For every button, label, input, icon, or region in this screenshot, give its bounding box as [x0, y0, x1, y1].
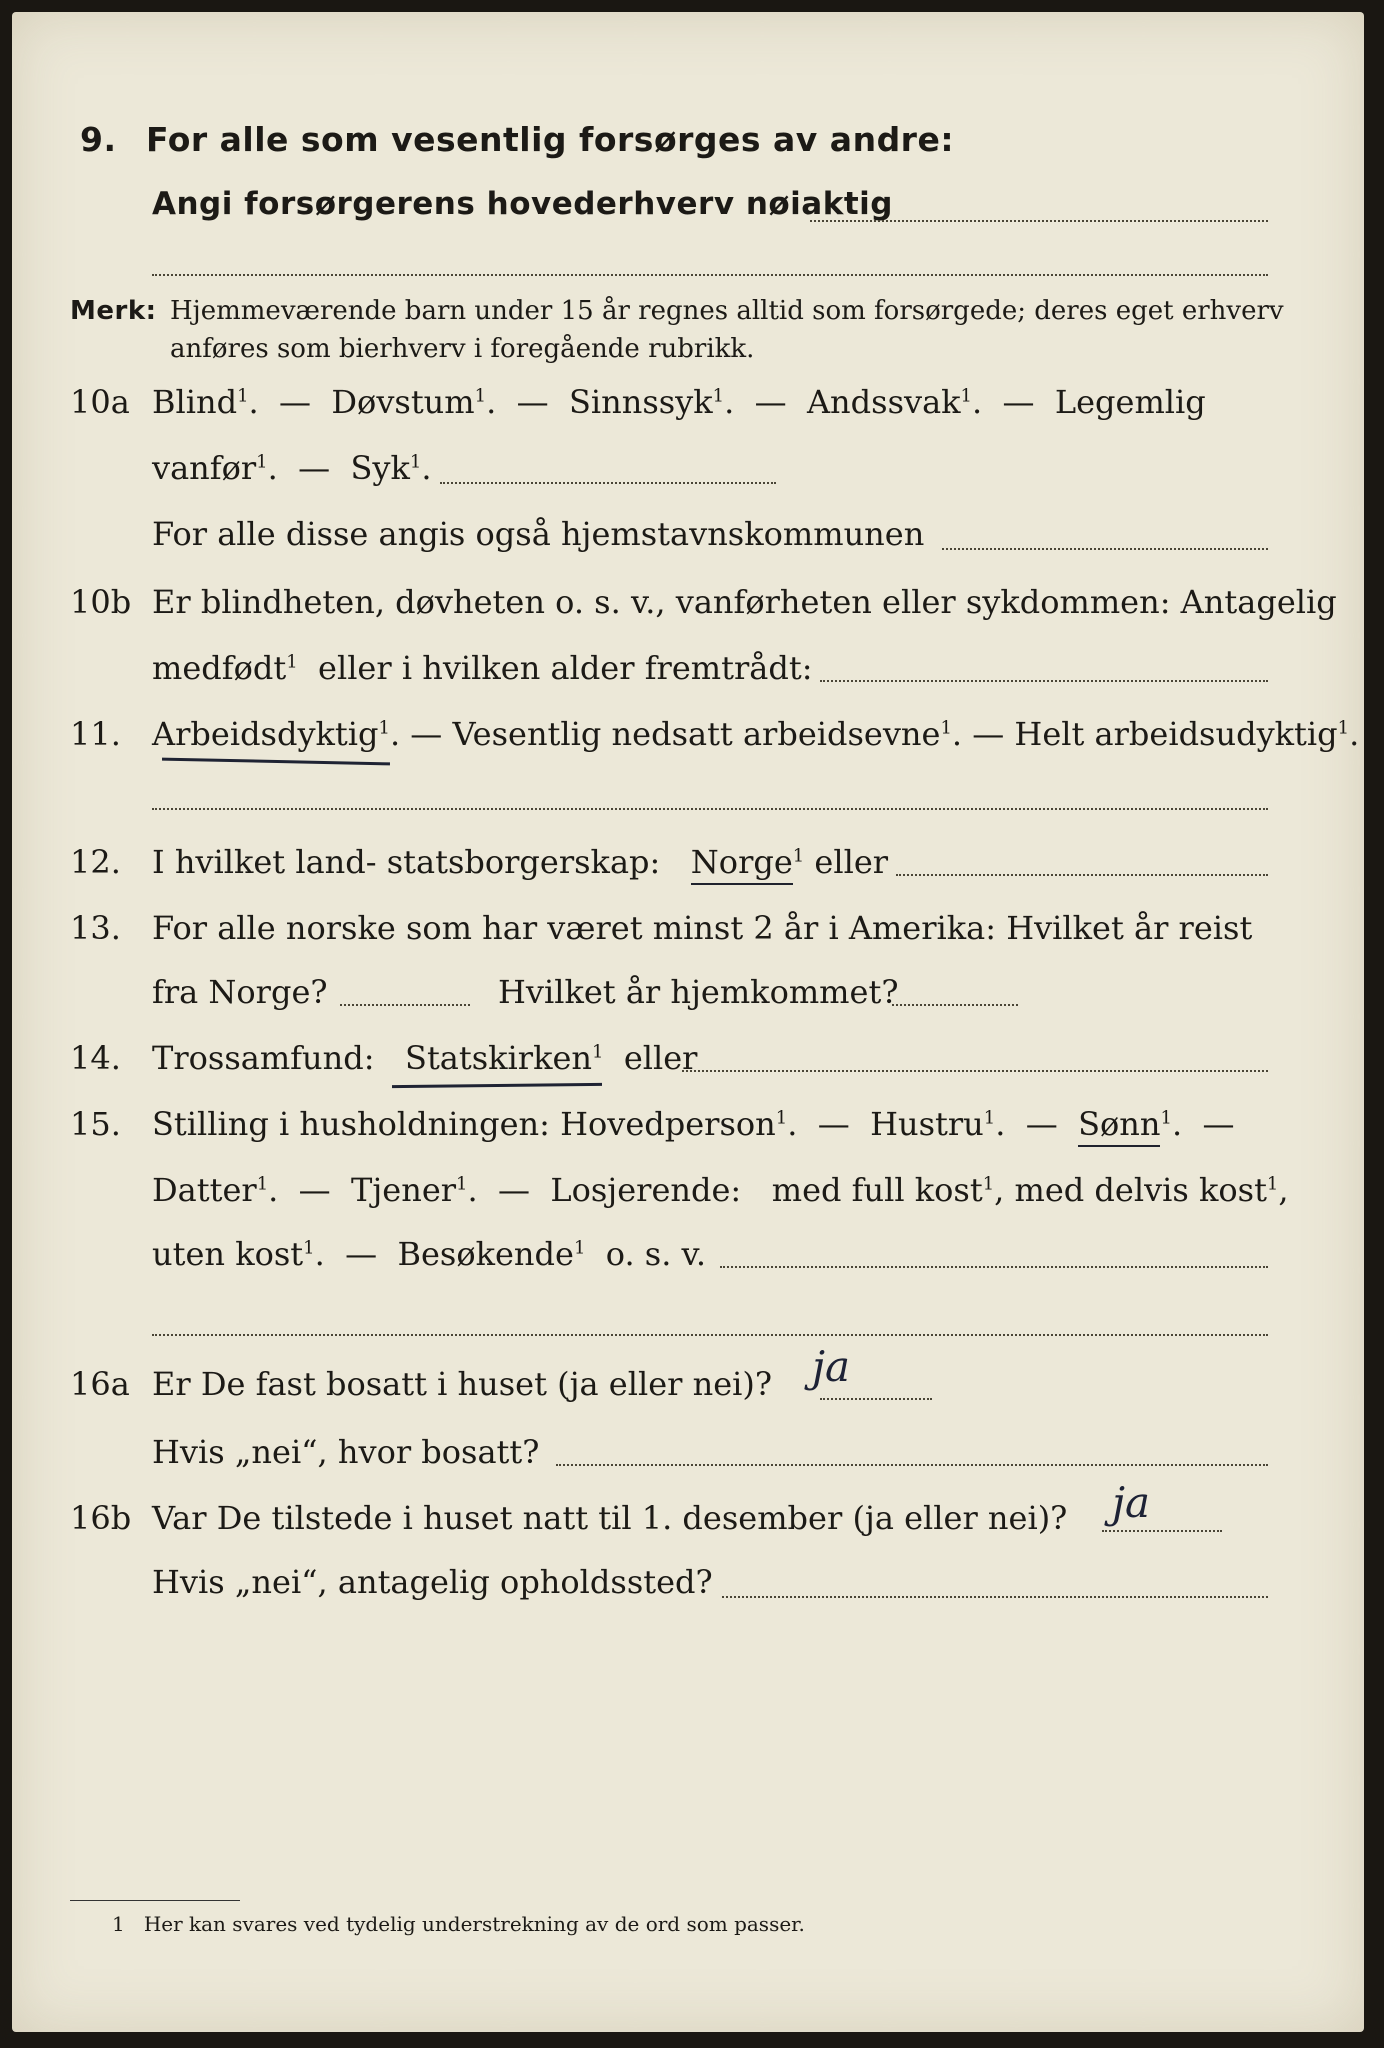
q10b-alder: eller i hvilken alder fremtrådt: [318, 649, 813, 687]
q9-number: 9. [80, 120, 117, 159]
q10a-syk-line [440, 482, 776, 484]
census-form-page [12, 12, 1364, 2032]
q10a-options-2: vanfør$^1$. — Syk$^1$. [152, 449, 432, 487]
opt-hovedperson: Stilling i husholdningen: Hovedperson [152, 1105, 776, 1143]
q15-text-1: Stilling i husholdningen: Hovedperson$^1$. — Hustru$^1$. — Sønn$^1$. — [152, 1104, 1234, 1144]
q14-number: 14. [70, 1039, 121, 1077]
q10b-text-1: Er blindheten, døvheten o. s. v., vanførheten eller sykdommen: Antagelig [152, 583, 1337, 621]
q10a-hjemstavn: For alle disse angis også hjemstavnskommunen [152, 515, 925, 553]
opt-andssvak: Andssvak [806, 383, 961, 421]
footnote-rule [70, 1900, 240, 1901]
footnote-mark: 1 [112, 1912, 125, 1936]
q16a-text-1: Er De fast bosatt i huset (ja eller nei)? [152, 1365, 773, 1403]
q9-title: For alle som vesentlig forsørges av andre: [146, 120, 955, 159]
opt-datter: Datter [152, 1171, 257, 1209]
q14-label: Trossamfund: [152, 1039, 375, 1077]
opt-hustru: Hustru [870, 1105, 984, 1143]
footnote-text: Her kan svares ved tydelig understrekning av de ord som passer. [143, 1912, 805, 1936]
q16a-handwritten-answer: ja [812, 1342, 851, 1391]
q16b-handwritten-answer: ja [1112, 1478, 1151, 1527]
q11-number: 11. [70, 715, 121, 753]
q14-text: Trossamfund: Statskirken$^1$ eller [152, 1039, 698, 1077]
q9-answer-line-2 [152, 274, 1268, 276]
q16a-text-2: Hvis „nei“, hvor bosatt? [152, 1433, 540, 1471]
opt-nedsatt: Vesentlig nedsatt arbeidsevne [452, 715, 941, 753]
q16a-number: 16a [70, 1365, 130, 1403]
opt-besokende: Besøkende [397, 1235, 574, 1273]
opt-arbeidsudyktig: Helt arbeidsudyktig [1014, 715, 1338, 753]
opt-dovstum: Døvstum [331, 383, 475, 421]
q12-label: I hvilket land- statsborgerskap: [152, 843, 661, 881]
footnote [112, 1912, 805, 1936]
q12-text: I hvilket land- statsborgerskap: Norge$^1$ eller [152, 842, 888, 882]
q14-answer-line [682, 1070, 1268, 1072]
q15-osv: o. s. v. [605, 1235, 706, 1273]
merk-text-1: Hjemmeværende barn under 15 år regnes alltid som forsørgede; deres eget erhverv [170, 296, 1284, 326]
opt-syk: Syk [350, 449, 410, 487]
q15-text-3: uten kost$^1$. — Besøkende$^1$ o. s. v. [152, 1235, 706, 1273]
q13-hjemkommet: Hvilket år hjemkommet? [498, 973, 899, 1011]
q14-eller: eller [623, 1039, 698, 1077]
q16a-bosatt-line [556, 1464, 1268, 1466]
opt-medfodt: medfødt [152, 649, 287, 687]
opt-blind: Blind [152, 383, 238, 421]
opt-arbeidsdyktig: Arbeidsdyktig [152, 715, 379, 753]
q13-text-1: For alle norske som har været minst 2 år i Amerika: Hvilket år reist [152, 909, 1253, 947]
q12-answer-line [896, 874, 1268, 876]
opt-uten-kost: uten kost [152, 1235, 304, 1273]
merk-label: Merk: [70, 296, 157, 326]
statskirken-underline-mark [392, 1083, 602, 1088]
q13-hjemkommet-line [892, 1004, 1018, 1006]
opt-legemlig: Legemlig [1054, 383, 1206, 421]
opt-losjerende: Losjerende: [550, 1171, 742, 1209]
opt-sinnssyk: Sinnssyk [568, 383, 713, 421]
q9-prompt: Angi forsørgerens hovederhverv nøiaktig [152, 186, 893, 222]
q13-reist: fra Norge? [152, 973, 328, 1011]
opt-norge: Norge [691, 843, 793, 885]
q10b-text-2: medfødt$^1$ eller i hvilken alder fremtrådt: [152, 649, 813, 687]
q10a-options-1: Blind$^1$. — Døvstum$^1$. — Sinnssyk$^1$. — Andssvak$^1$. — Legemlig [152, 383, 1206, 421]
q10b-number: 10b [70, 583, 132, 621]
opt-delvis-kost: med delvis kost [1014, 1171, 1267, 1209]
q12-eller: eller [814, 843, 889, 881]
opt-vanfor: vanfør [152, 449, 257, 487]
q11-answer-line [152, 808, 1268, 810]
q15-number: 15. [70, 1105, 121, 1143]
q9-answer-line [810, 220, 1268, 222]
opt-tjener: Tjener [351, 1171, 457, 1209]
q15-text-2: Datter$^1$. — Tjener$^1$. — Losjerende: med full kost$^1$, med delvis kost$^1$, [152, 1171, 1289, 1209]
q10a-hjemstavn-line [942, 548, 1268, 550]
merk-text-2: anføres som bierhverv i foregående rubrikk. [170, 334, 755, 364]
q16b-opholdssted-line [722, 1596, 1268, 1598]
opt-full-kost: med full kost [771, 1171, 983, 1209]
q16b-text-1: Var De tilstede i huset natt til 1. desember (ja eller nei)? [152, 1499, 1068, 1537]
q16b-number: 16b [70, 1499, 132, 1537]
q12-number: 12. [70, 843, 121, 881]
q16b-text-2: Hvis „nei“, antagelig opholdssted? [152, 1563, 713, 1601]
q15-answer-line-2 [152, 1334, 1268, 1336]
q16a-answer-line [820, 1398, 932, 1400]
q13-reist-line [340, 1004, 470, 1006]
q10b-answer-line [820, 680, 1268, 682]
opt-sonn: Sønn [1078, 1105, 1160, 1147]
q15-answer-line [720, 1266, 1268, 1268]
q10a-number: 10a [70, 383, 130, 421]
arbeidsdyktig-underline-mark [162, 758, 390, 766]
opt-statskirken: Statskirken [405, 1039, 593, 1077]
q13-number: 13. [70, 909, 121, 947]
q16b-answer-line [1102, 1530, 1222, 1532]
q11-options: Arbeidsdyktig$^1$. — Vesentlig nedsatt arbeidsevne$^1$. — Helt arbeidsudyktig$^1$. [152, 715, 1360, 753]
